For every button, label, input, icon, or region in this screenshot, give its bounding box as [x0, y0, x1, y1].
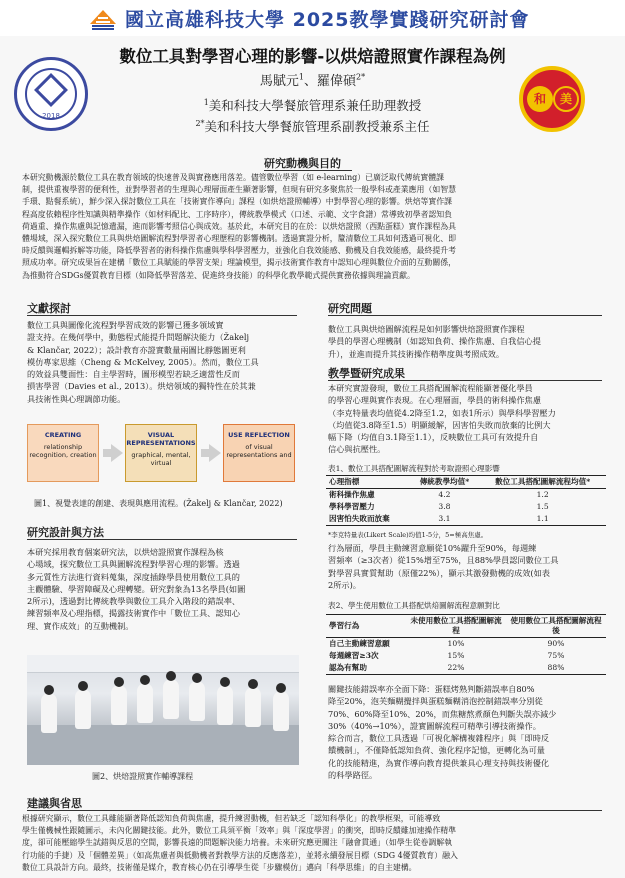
design-underline	[27, 539, 297, 540]
text-line: （均值從3.8降至1.5）明顯緩解，因害怕失敗而放棄的比例大	[328, 419, 551, 430]
author-1: 馬賦元	[259, 74, 299, 89]
text-line: 度，卻可能壓縮學生試錯與反思的空間，影響長遠的問題解決能力培養。未來研究應更關注「融會貫通」（如學生從卷調解執	[22, 838, 453, 848]
text-line: 降至20%，泡芙麵糊攪拌與蛋糕麵糊消泡控制錯誤率分別從	[328, 696, 543, 707]
text-line: （李克特量表均值從4.2降至1.2，如表1所示）與學科學習壓力	[328, 407, 556, 418]
text-line: 時反饋與邏輯拆解等功能，降低學習者的術科操作焦慮與學科學習壓力，並強化自我效能感、動機及自我效能感，最終提升考	[22, 246, 456, 256]
table-row: 學科學習壓力 3.8 1.5	[329, 502, 549, 511]
author-line	[95, 70, 530, 89]
figure-2-caption: 圖2、烘焙證照實作輔導課程	[92, 772, 194, 781]
text-line: 70%、60%降至10%、20%，而焦糖熬煮顏色判斷失誤亦減少	[328, 708, 557, 719]
text-line: 本研究實證發現，數位工具搭配圖解流程能顯著優化學員	[328, 383, 533, 393]
paper-title: 數位工具對學習心理的影響-以烘焙證照實作課程為例	[119, 47, 506, 66]
university-logo-icon	[88, 4, 118, 32]
text-line: 多元質性方法進行資料蒐集，深度插錄學員使用數位工具的	[27, 571, 240, 582]
text-line: 綜合而言，數位工具透過「可視化解構複雜程序」與「即時反	[328, 733, 550, 744]
figure-1-diagram	[27, 418, 297, 496]
text-line: 本研究採用教育個案研究法，以烘焙證照實作課程為核	[27, 547, 224, 557]
table-1-note: *李克特量表(Likert Scale)均值1-5分，5=極高焦慮。	[328, 531, 488, 539]
findings-text-1	[328, 382, 602, 456]
table-row: 每週練習≥3次 15% 75%	[329, 651, 565, 660]
seal-year: 2018	[42, 112, 60, 120]
motivation-underline	[264, 170, 352, 171]
text-line: 證支持。在幾何學中，動態程式能提升問題解決能力（Žakelj	[27, 332, 250, 343]
text-line: 數位工具與圖像化流程對學習成效的影響已獲多領域實	[27, 320, 224, 330]
table-row: 術科操作焦慮 4.2 1.2	[329, 490, 549, 499]
text-line: 制，提供重複學習的便利性，並對學習者的生理與心理層面產生顯著影響，但現有研究多聚焦於一般學科或產業應用（如智慧	[22, 185, 456, 195]
text-line: 的效益具雙面性：自主學習時，圖形模型若缺乏適當性反而	[27, 369, 240, 380]
header-banner	[0, 0, 625, 36]
text-line: 本研究動機源於數位工具在教育領域的快速普及與實務應用落差。儘管數位學習（如 e-learning）已廣泛取代傳統實體課	[22, 173, 445, 182]
table-2: 學習行為 未使用數位工具搭配圖解流程 使用數位工具搭配圖解流程後 自己主動練習意願 10% 90% 每週練習≥3次 15% 75% 認為有幫助 22% 88%	[326, 614, 606, 675]
text-line: 數位工具與烘焙圖解流程是如何影響烘焙證照實作課程	[328, 324, 525, 334]
text-line: 學生僅機械性跟隨圖示，未內化關鍵技能。此外，數位工具須平衡「效率」與「深度學習」的衝突，即時反饋雖加速操作精準	[22, 826, 456, 836]
text-line: 信心與抗壓性。	[328, 444, 386, 455]
text-line: 的學習心理與實作表現。在心理層面，學員的術科操作焦慮	[328, 395, 541, 406]
text-line: 的科學路徑。	[328, 770, 378, 781]
text-line: 模仿專家思維（Cheng & McKelvey, 2005）。然而，數位工具	[27, 356, 259, 367]
text-line: 練習頻率及心理指標，揭露技術實作中「數位工具、認知心	[27, 608, 240, 619]
seal-char-1: 和	[527, 86, 553, 112]
text-line: 體場域，深入探究數位工具與烘焙圖解流程對學習者心理歷程的影響機制。透過實證分析，釐清數位工具如何透過可視化、即	[22, 234, 456, 244]
arrow-right-icon	[111, 444, 123, 462]
findings-text-2	[328, 542, 602, 591]
table-row: 因害怕失敗而放棄 3.1 1.1	[326, 513, 606, 526]
conclusion-heading: 建議與省思	[27, 797, 82, 810]
text-line: 心場域，探究數位工具與圖解流程對學習心理的影響。透過	[27, 559, 240, 570]
text-line: 行功能的手捷）及「個體差異」（如高焦慮者與低動機者對教學方法的反應落差），並將永續發展目標（SDG 4優質教育）融入	[22, 850, 458, 860]
author-2-sup: 2*	[356, 72, 366, 82]
text-line: 2所示)，透過對比傳統教學與數位工具介入階段的錯誤率、	[27, 596, 241, 607]
seal-char-2: 美	[553, 86, 579, 112]
table-1-title: 表1、數位工具搭配圖解流程對於考取證照心理影響	[328, 464, 500, 473]
question-text	[328, 323, 602, 360]
question-underline	[328, 315, 602, 316]
arrow-right-icon	[209, 444, 221, 462]
findings-underline	[328, 380, 602, 381]
author-2: 羅偉碩	[317, 74, 357, 89]
text-line: 手環、點餐系統），鮮少深入探討數位工具在「技術實作導向」課程（如烘焙證照輔導）中對學習心理的影響。烘焙等實作課	[22, 197, 453, 207]
text-line: 幅下降（均值自3.1降至1.1），反映數位工具可有效提升自	[328, 432, 539, 443]
table-row: 認為有幫助 22% 88%	[326, 662, 606, 675]
text-line: 荷過重、操作焦慮與記憶遺漏，進而影響考照信心與成效。基於此，本研究目的在於：以烘焙證照（西點蛋糕）實作課程為具	[22, 221, 456, 231]
findings-heading: 教學暨研究成果	[328, 367, 405, 380]
creating-box: CREATING relationship recognition, creation	[27, 424, 99, 482]
text-line: 數位工具設計方向。最終，技術僅是媒介，教育核心仍在引導學生從「步驟模仿」邁向「科學思維」的自主建構。	[22, 862, 417, 872]
literature-heading: 文獻探討	[27, 302, 71, 315]
affiliation-2: $^{2*}$美和科技大學餐旅管理系副教授兼系主任	[195, 118, 430, 134]
text-line: 饋機制」，不僅降低認知負荷、強化程序記憶，更轉化為可量	[328, 745, 545, 756]
school-seal-icon	[14, 57, 88, 131]
text-line: 理、實作成效」的互動機制。	[27, 620, 134, 631]
text-line: 升），並進而提升其技術操作精準度與考照成效。	[328, 348, 505, 359]
text-line: 2所示)。	[328, 579, 361, 590]
conclusion-text	[22, 813, 602, 874]
motivation-text	[22, 172, 602, 282]
text-line: 關鍵技能錯誤率亦全面下降：蛋糕烤熟判斷錯誤率自80%	[328, 684, 535, 694]
text-line: 損害學習（Davies et al., 2013）。烘焙領域的獨特性在於其兼	[27, 381, 256, 392]
findings-text-3	[328, 683, 602, 781]
text-line: 行為層面，學員主動練習意願從10%躍升至90%，每週練	[328, 543, 537, 553]
affiliation-1: $^1$美和科技大學餐旅管理系兼任助理教授	[203, 97, 422, 113]
author-separator: 、	[303, 74, 317, 89]
visual-representations-box: VISUAL REPRESENTATIONS graphical, mental, virtual	[125, 424, 197, 482]
text-line: 對學習具實質幫助（原僅22%），顯示其激發動機的成效(如表	[328, 567, 550, 578]
literature-text	[27, 319, 297, 405]
text-line: 根據研究顯示，數位工具雖能顯著降低認知負荷與焦慮，提升練習動機，但若缺乏「認知科學化」的教學框架，可能導致	[22, 814, 441, 823]
motivation-heading: 研究動機與目的	[264, 157, 341, 170]
text-line: 程高度依賴程序性知識與精準操作（如材料配比、工序時序），傳統教學模式（口述、示範、文字食譜）常導致初學者認知負	[22, 209, 453, 219]
text-line: 具技術性與心理調節功能。	[27, 393, 126, 404]
figure-1-caption: 圖1、視覺表達的創建、表現與應用流程。(Žakelj & Klančar, 2022)	[34, 499, 283, 508]
text-line: & Klančar, 2022）；設計教育亦證實數量兩圖比靜態圖更利	[27, 344, 246, 355]
table-2-title: 表2、學生使用數位工具搭配烘焙圖解流程意願對比	[328, 601, 500, 610]
use-reflection-box: USE REFLECTION of visual representations and	[223, 424, 295, 482]
design-heading: 研究設計與方法	[27, 526, 104, 539]
text-line: 照成功率。研究成果旨在建構「數位工具賦能的學習支架」理論模型，揭示技術實作教育中認知心理與數位介面的互動關係，	[22, 258, 456, 268]
banner-title: 國立高雄科技大學 2025教學實踐研究研討會	[125, 9, 530, 31]
text-line: 學員的學習心理機制（如認知負荷、操作焦慮、自我信心提	[328, 336, 541, 347]
question-heading: 研究問題	[328, 302, 372, 315]
table-1: 心理指標 傳統教學均值* 數位工具搭配圖解流程均值* 術科操作焦慮 4.2 1.2 學科學習壓力 3.8 1.5 因害怕失敗而放棄 3.1 1.1	[326, 475, 606, 526]
conclusion-underline	[27, 810, 602, 811]
text-line: 主觀體驗、學習障礙及心理轉變。研究對象為13名學員(如圖	[27, 583, 246, 594]
text-line: 為推動符合SDGs優質教育目標（如降低學習落差、促進終身技能）的科學化教學範式提供實務依據與理論貢獻。	[22, 270, 415, 280]
text-line: 化的技能精進，為實作導向教育提供兼具心理支持與技術優化	[328, 757, 550, 768]
design-text	[27, 546, 297, 632]
classroom-photo	[27, 655, 299, 765]
text-line: 30%（40%→10%），證實圖解流程可精準引導技術操作。	[328, 720, 541, 731]
table-row: 自己主動練習意願 10% 90%	[329, 639, 565, 648]
literature-underline	[27, 315, 297, 316]
text-line: 習頻率（≥3次者）從15%增至75%，且88%學員認同數位工具	[328, 555, 559, 566]
author-1-sup: 1	[298, 72, 304, 82]
